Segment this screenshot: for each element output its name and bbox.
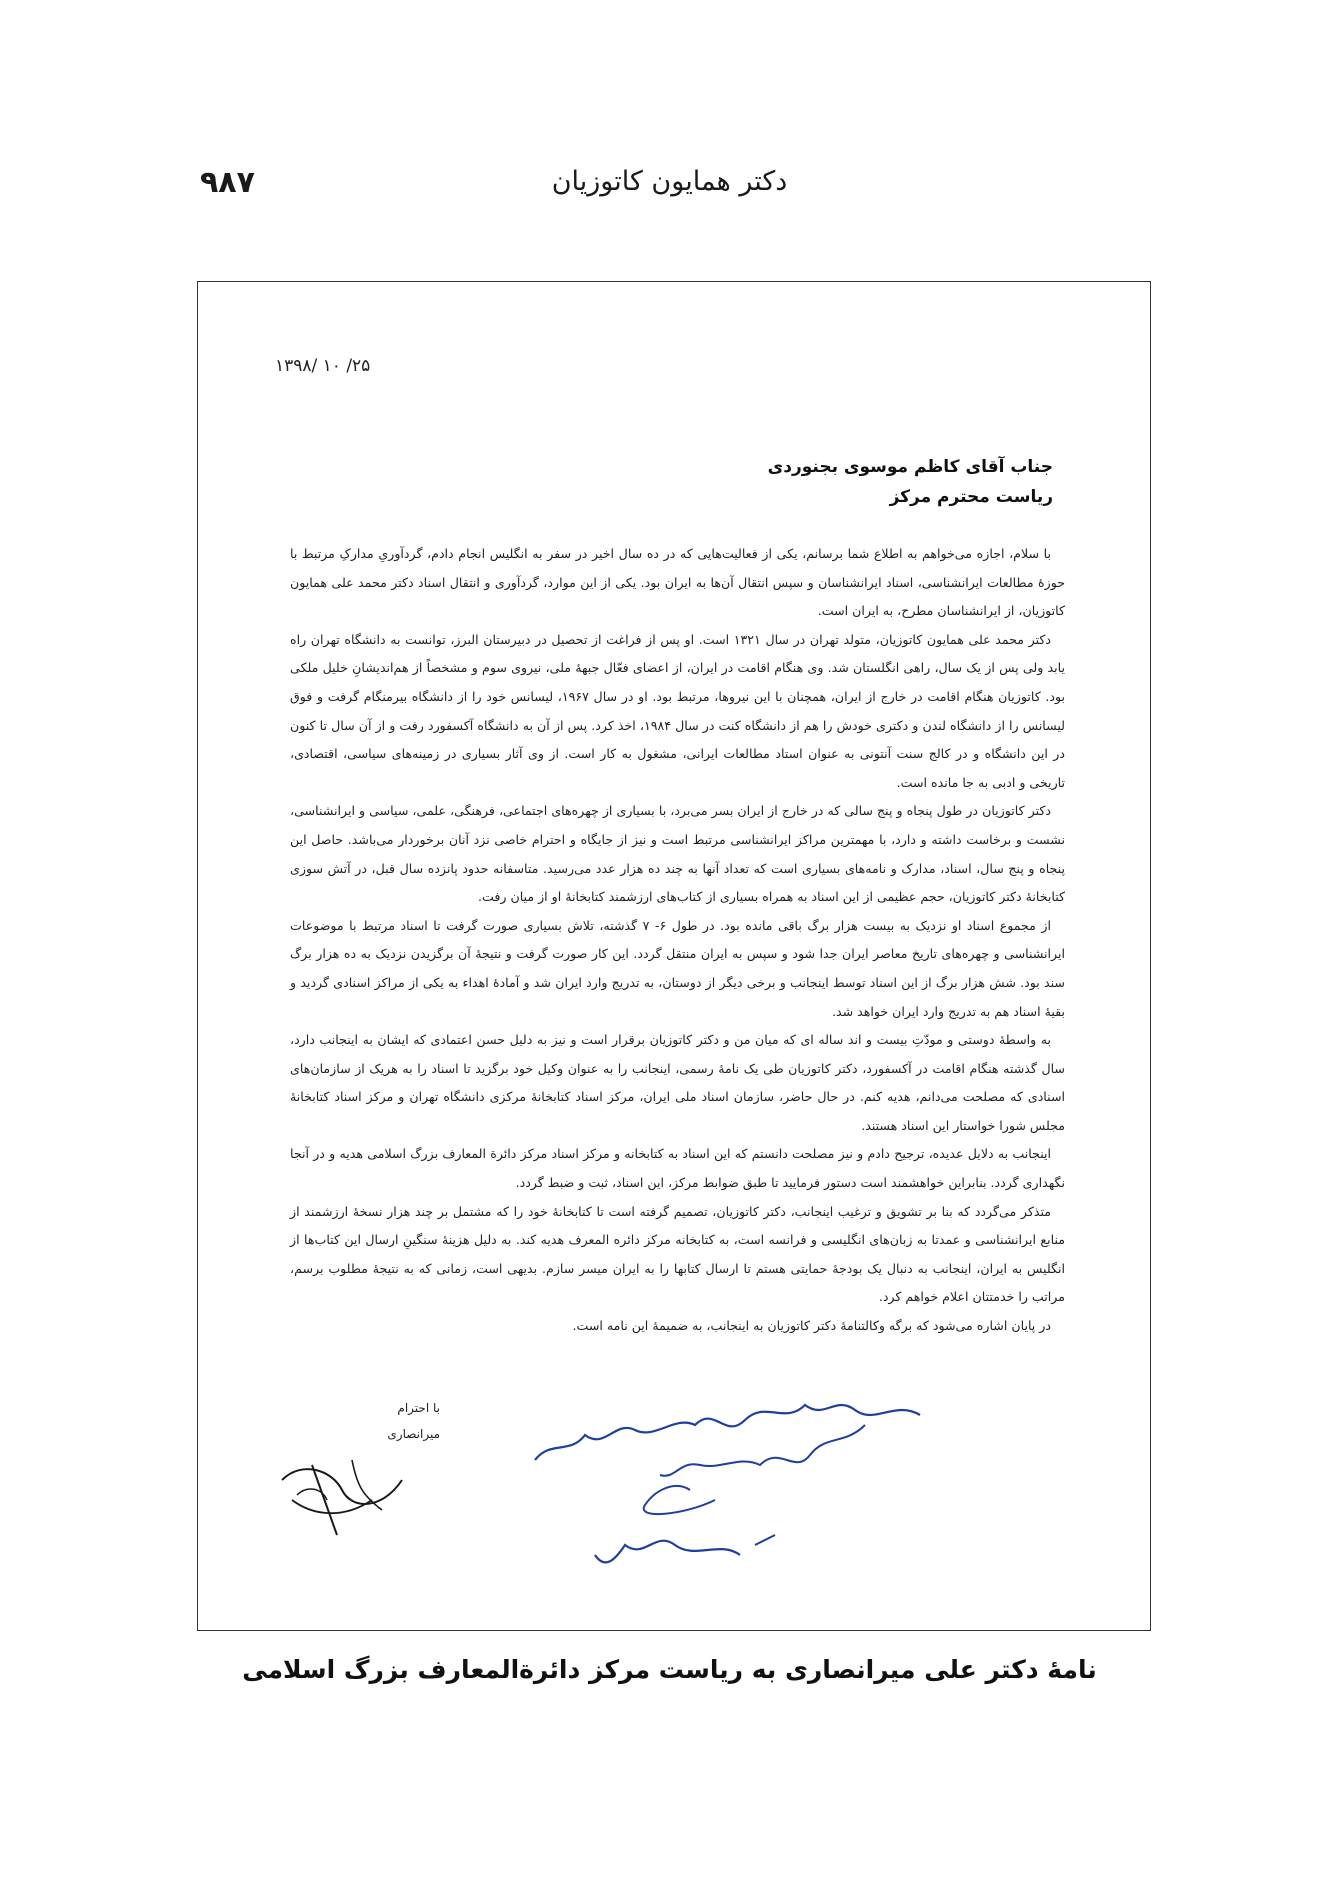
letter-body (290, 540, 1065, 1341)
body-paragraph: از مجموع اسناد او نزدیک به بیست هزار برگ باقی مانده بود. در طول ۶- ۷ گذشته، تلاش بسیاری صورت گرفت تا اسناد مرتبط با موضوعات ایرانشناسی و چهره‌های تاریخ معاصر ایران جدا شود و سپس به ایران منتقل گردد. این کار صورت گرفت و نتیجهٔ آن برگزیدن نزدیک به ده هزار برگ سند بود. شش هزار برگ از این اسناد توسط اینجانب و برخی دیگر از دوستان، به تدریج وارد ایران شد و آمادهٔ اهداء به یکی از مراکز اسنادی گردید و بقیهٔ اسناد هم به تدریج وارد ایران خواهد شد. (290, 917, 1065, 1019)
body-paragraph: با سلام، اجازه می‌خواهم به اطلاع شما برسانم، یکی از فعالیت‌هایی که در ده سال اخیر در سفر به انگلیس انجام دادم، گردآوریِ مدارکِ مرتبط با حوزهٔ مطالعات ایرانشناسی، اسناد ایرانشناسان و سپس انتقال آن‌ها به ایران بود. یکی از این موارد، گردآوری و انتقال اسناد دکتر محمد علی همایون کاتوزیان، از ایرانشناسان مطرح، به ایران است. (290, 546, 1065, 619)
signature-mark (272, 1440, 412, 1540)
closing-salutation: با احترام (397, 1401, 440, 1415)
body-paragraph: دکتر محمد علی همایون کاتوزیان، متولد تهران در سال ۱۳۲۱ است. او پس از فراغت از تحصیل در دبیرستان البرز، توانست به دانشگاه تهران راه یابد ولی پس از یک سال، راهی انگلستان شد. وی هنگام اقامت در ایران، از اعضای فعّال جبههٔ ملی، نیروی سوم و مشخصاً از هم‌اندیشانِ خلیل ملکی بود. کاتوزیان هنگام اقامت در خارج از ایران، همچنان با این نیروها، مرتبط بود. او در سال ۱۹۶۷، لیسانس خود را از دانشگاه بیرمنگام گرفت و فوق لیسانس را از دانشگاه لندن و دکتری خودش را هم از دانشگاه کنت در سال ۱۹۸۴، اخذ کرد. پس از آن به دانشگاه آکسفورد رفت و از آن سال تا کنون در این دانشگاه و در کالج سنت آنتونی به عنوان استاد مطالعات ایرانی، مشغول به کار است. از وی آثار بسیاری در زمینه‌های سیاسی، اقتصادی، تاریخی و ادبی به جا مانده است. (290, 631, 1065, 790)
recipient-block (453, 452, 1053, 512)
figure-caption: نامهٔ دکتر علی میرانصاری به ریاست مرکز دائرة‌المعارف بزرگ اسلامی (242, 1655, 1097, 1684)
body-paragraph: متذکر می‌گردد که بنا بر تشویق و ترغیب اینجانب، دکتر کاتوزیان، تصمیم گرفته است تا کتابخانهٔ خود را که مشتمل بر چند هزار نسخهٔ ارزشمند از منابع ایرانشناسی و عمدتا به زبان‌های انگلیسی و فرانسه است، به کتابخانه مرکز دائره المعرف هدیه کند. به دلیل هزینهٔ سنگینِ ارسال این کتاب‌ها از انگلیس به ایران، اینجانب به دنبال یک بودجهٔ حمایتی هستم تا ارسال کتابها را به ایران میسر سازم. بدیهی است، زمانی که به نتیجهٔ مطلوب برسم، مراتب را خدمتتان اعلام خواهم کرد. (290, 1203, 1065, 1305)
body-paragraph: اینجانب به دلایل عدیده، ترجیح دادم و نیز مصلحت دانستم که این اسناد به کتابخانه و مرکز اسناد مرکز دائرة المعارف بزرگ اسلامی هدیه و در آنجا نگهداری گردد. بنابراین خواهشمند است دستور فرمایید تا طبق ضوابط مرکز، این اسناد، ثبت و ضبط گردد. (290, 1146, 1065, 1191)
body-paragraph: در پایان اشاره می‌شود که برگه وکالتنامهٔ دکتر کاتوزیان به اینجانب، به ضمیمهٔ این نامه است. (572, 1318, 1051, 1334)
closing-signer: میرانصاری (387, 1427, 440, 1441)
running-header: دکتر همایون کاتوزیان (551, 166, 788, 197)
recipient-role: ریاست محترم مرکز (889, 487, 1053, 507)
recipient-name: جناب آقای کاظم موسوی بجنوردی (767, 457, 1053, 477)
body-paragraph: به واسطهٔ دوستی و مودّتِ بیست و اند ساله ای که میان من و دکتر کاتوزیان برقرار است و نیز به دلیل حسن اعتمادی که ایشان به اینجانب دارد، سال گذشته هنگام اقامت در آکسفورد، دکتر کاتوزیان طی یک نامهٔ رسمی، اینجانب را به عنوان وکیل خود برگزید تا اسناد را به هریک از سازمان‌های اسنادی که مصلحت می‌دانم، هدیه کنم. در حال حاضر، سازمان اسناد ملی ایران، مرکز اسناد کتابخانهٔ مرکزی دانشگاه تهران و مرکز اسناد کتابخانهٔ مجلس شورا خواستار این اسناد هستند. (290, 1032, 1065, 1133)
letter-date: ۱۳۹۸/ ۱۰ /۲۵ (275, 356, 371, 376)
body-paragraph: دکتر کاتوزیان در طول پنجاه و پنج سالی که در خارج از ایران بسر می‌برد، با بسیاری از چهره‌های اجتماعی، فرهنگی، علمی، سیاسی و ایرانشناسی، نشست و برخاست داشته و دارد، با مهمترین مراکز ایرانشناسی مرتبط است و نیز از جایگاه و احترام خاصی نزد آنان برخوردار می‌باشد. حاصل این پنجاه و پنج سال، اسناد، مدارک و نامه‌های بسیاری است که تعداد آنها به چند ده هزار عدد می‌رسید. متاسفانه حدود پانزده سال قبل، در آتش سوزی کتابخانهٔ دکتر کاتوزیان، حجم عظیمی از این اسناد به همراه بسیاری از کتاب‌های ارزشمند کتابخانهٔ او از میان رفت. (290, 803, 1065, 905)
handwritten-note (525, 1395, 925, 1580)
page-number: ۹۸۷ (200, 165, 255, 200)
